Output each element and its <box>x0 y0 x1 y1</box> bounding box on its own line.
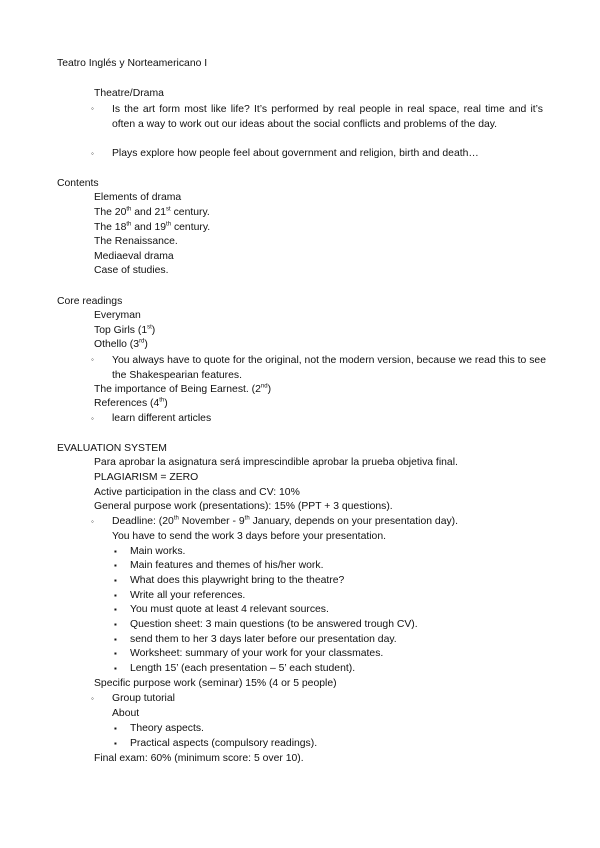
square-bullet-icon: ▪ <box>114 561 117 570</box>
square-bullet-icon: ▪ <box>114 591 117 600</box>
task-item: Length 15’ (each presentation – 5’ each student). <box>130 663 356 674</box>
square-bullet-icon: ▪ <box>114 664 117 673</box>
evaluation-line-plagiarism: PLAGIARISM = ZERO <box>94 472 199 483</box>
circle-bullet-icon: ◦ <box>91 355 94 364</box>
square-bullet-icon: ▪ <box>114 576 117 585</box>
theatre-bullet-1: Is the art form most like life? It’s performed by real people in real space, real time and it’s often a way to work out our ideas about the social conflicts and problems of the day. <box>112 104 543 130</box>
task-item: Main works. <box>130 546 186 557</box>
circle-bullet-icon: ◦ <box>91 104 94 113</box>
reading-othello: Othello (3rd) <box>94 338 148 350</box>
contents-item-cases: Case of studies. <box>94 265 169 276</box>
task-item: Question sheet: 3 main questions (to be answered trough CV). <box>130 619 418 630</box>
evaluation-line-general-work: General purpose work (presentations): 15% (PPT + 3 questions). <box>94 501 393 512</box>
group-tutorial: Group tutorial <box>112 693 175 704</box>
task-item: Worksheet: summary of your work for your classmates. <box>130 648 384 659</box>
theatre-heading: Theatre/Drama <box>94 88 164 99</box>
square-bullet-icon: ▪ <box>114 649 117 658</box>
theatre-bullet-2: Plays explore how people feel about government and religion, birth and death… <box>112 148 479 159</box>
evaluation-line-participation: Active participation in the class and CV: 10% <box>94 487 300 498</box>
seminar-line: Specific purpose work (seminar) 15% (4 or 5 people) <box>94 678 337 689</box>
othello-note: You always have to quote for the original, not the modern version, because we read this to see the Shakespearian features. <box>112 355 546 381</box>
square-bullet-icon: ▪ <box>114 620 117 629</box>
aspect-item: Practical aspects (compulsory readings). <box>130 738 318 749</box>
task-item: You must quote at least 4 relevant sources. <box>130 604 329 615</box>
circle-bullet-icon: ◦ <box>91 414 94 423</box>
contents-item-elements: Elements of drama <box>94 192 182 203</box>
contents-item-20th: The 20th and 21st century. <box>94 206 210 218</box>
circle-bullet-icon: ◦ <box>91 694 94 703</box>
circle-bullet-icon: ◦ <box>91 517 94 526</box>
task-item: Write all your references. <box>130 590 246 601</box>
square-bullet-icon: ▪ <box>114 605 117 614</box>
reading-earnest: The importance of Being Earnest. (2nd) <box>94 383 272 395</box>
task-item: What does this playwright bring to the theatre? <box>130 575 345 586</box>
aspect-item: Theory aspects. <box>130 723 204 734</box>
evaluation-line-approve: Para aprobar la asignatura será imprescindible aprobar la prueba objetiva final. <box>94 457 458 468</box>
contents-item-mediaeval: Mediaeval drama <box>94 251 174 262</box>
square-bullet-icon: ▪ <box>114 635 117 644</box>
task-item: Main features and themes of his/her work. <box>130 560 324 571</box>
square-bullet-icon: ▪ <box>114 739 117 748</box>
circle-bullet-icon: ◦ <box>91 149 94 158</box>
about-label: About <box>112 708 140 719</box>
deadline-line: Deadline: (20th November - 9th January, depends on your presentation day). <box>112 515 459 527</box>
reading-references: References (4th) <box>94 397 168 409</box>
square-bullet-icon: ▪ <box>114 724 117 733</box>
evaluation-heading: EVALUATION SYSTEM <box>57 443 167 454</box>
contents-item-renaissance: The Renaissance. <box>94 236 178 247</box>
task-item: send them to her 3 days later before our presentation day. <box>130 634 397 645</box>
final-exam-line: Final exam: 60% (minimum score: 5 over 10). <box>94 753 304 764</box>
contents-heading: Contents <box>57 178 99 189</box>
course-title: Teatro Inglés y Norteamericano I <box>57 58 208 69</box>
square-bullet-icon: ▪ <box>114 547 117 556</box>
reading-everyman: Everyman <box>94 310 141 321</box>
deadline-sub: You have to send the work 3 days before your presentation. <box>112 531 386 542</box>
references-note: learn different articles <box>112 413 212 424</box>
core-readings-heading: Core readings <box>57 296 123 307</box>
contents-item-18th: The 18th and 19th century. <box>94 221 211 233</box>
reading-top-girls: Top Girls (1st) <box>94 324 156 336</box>
